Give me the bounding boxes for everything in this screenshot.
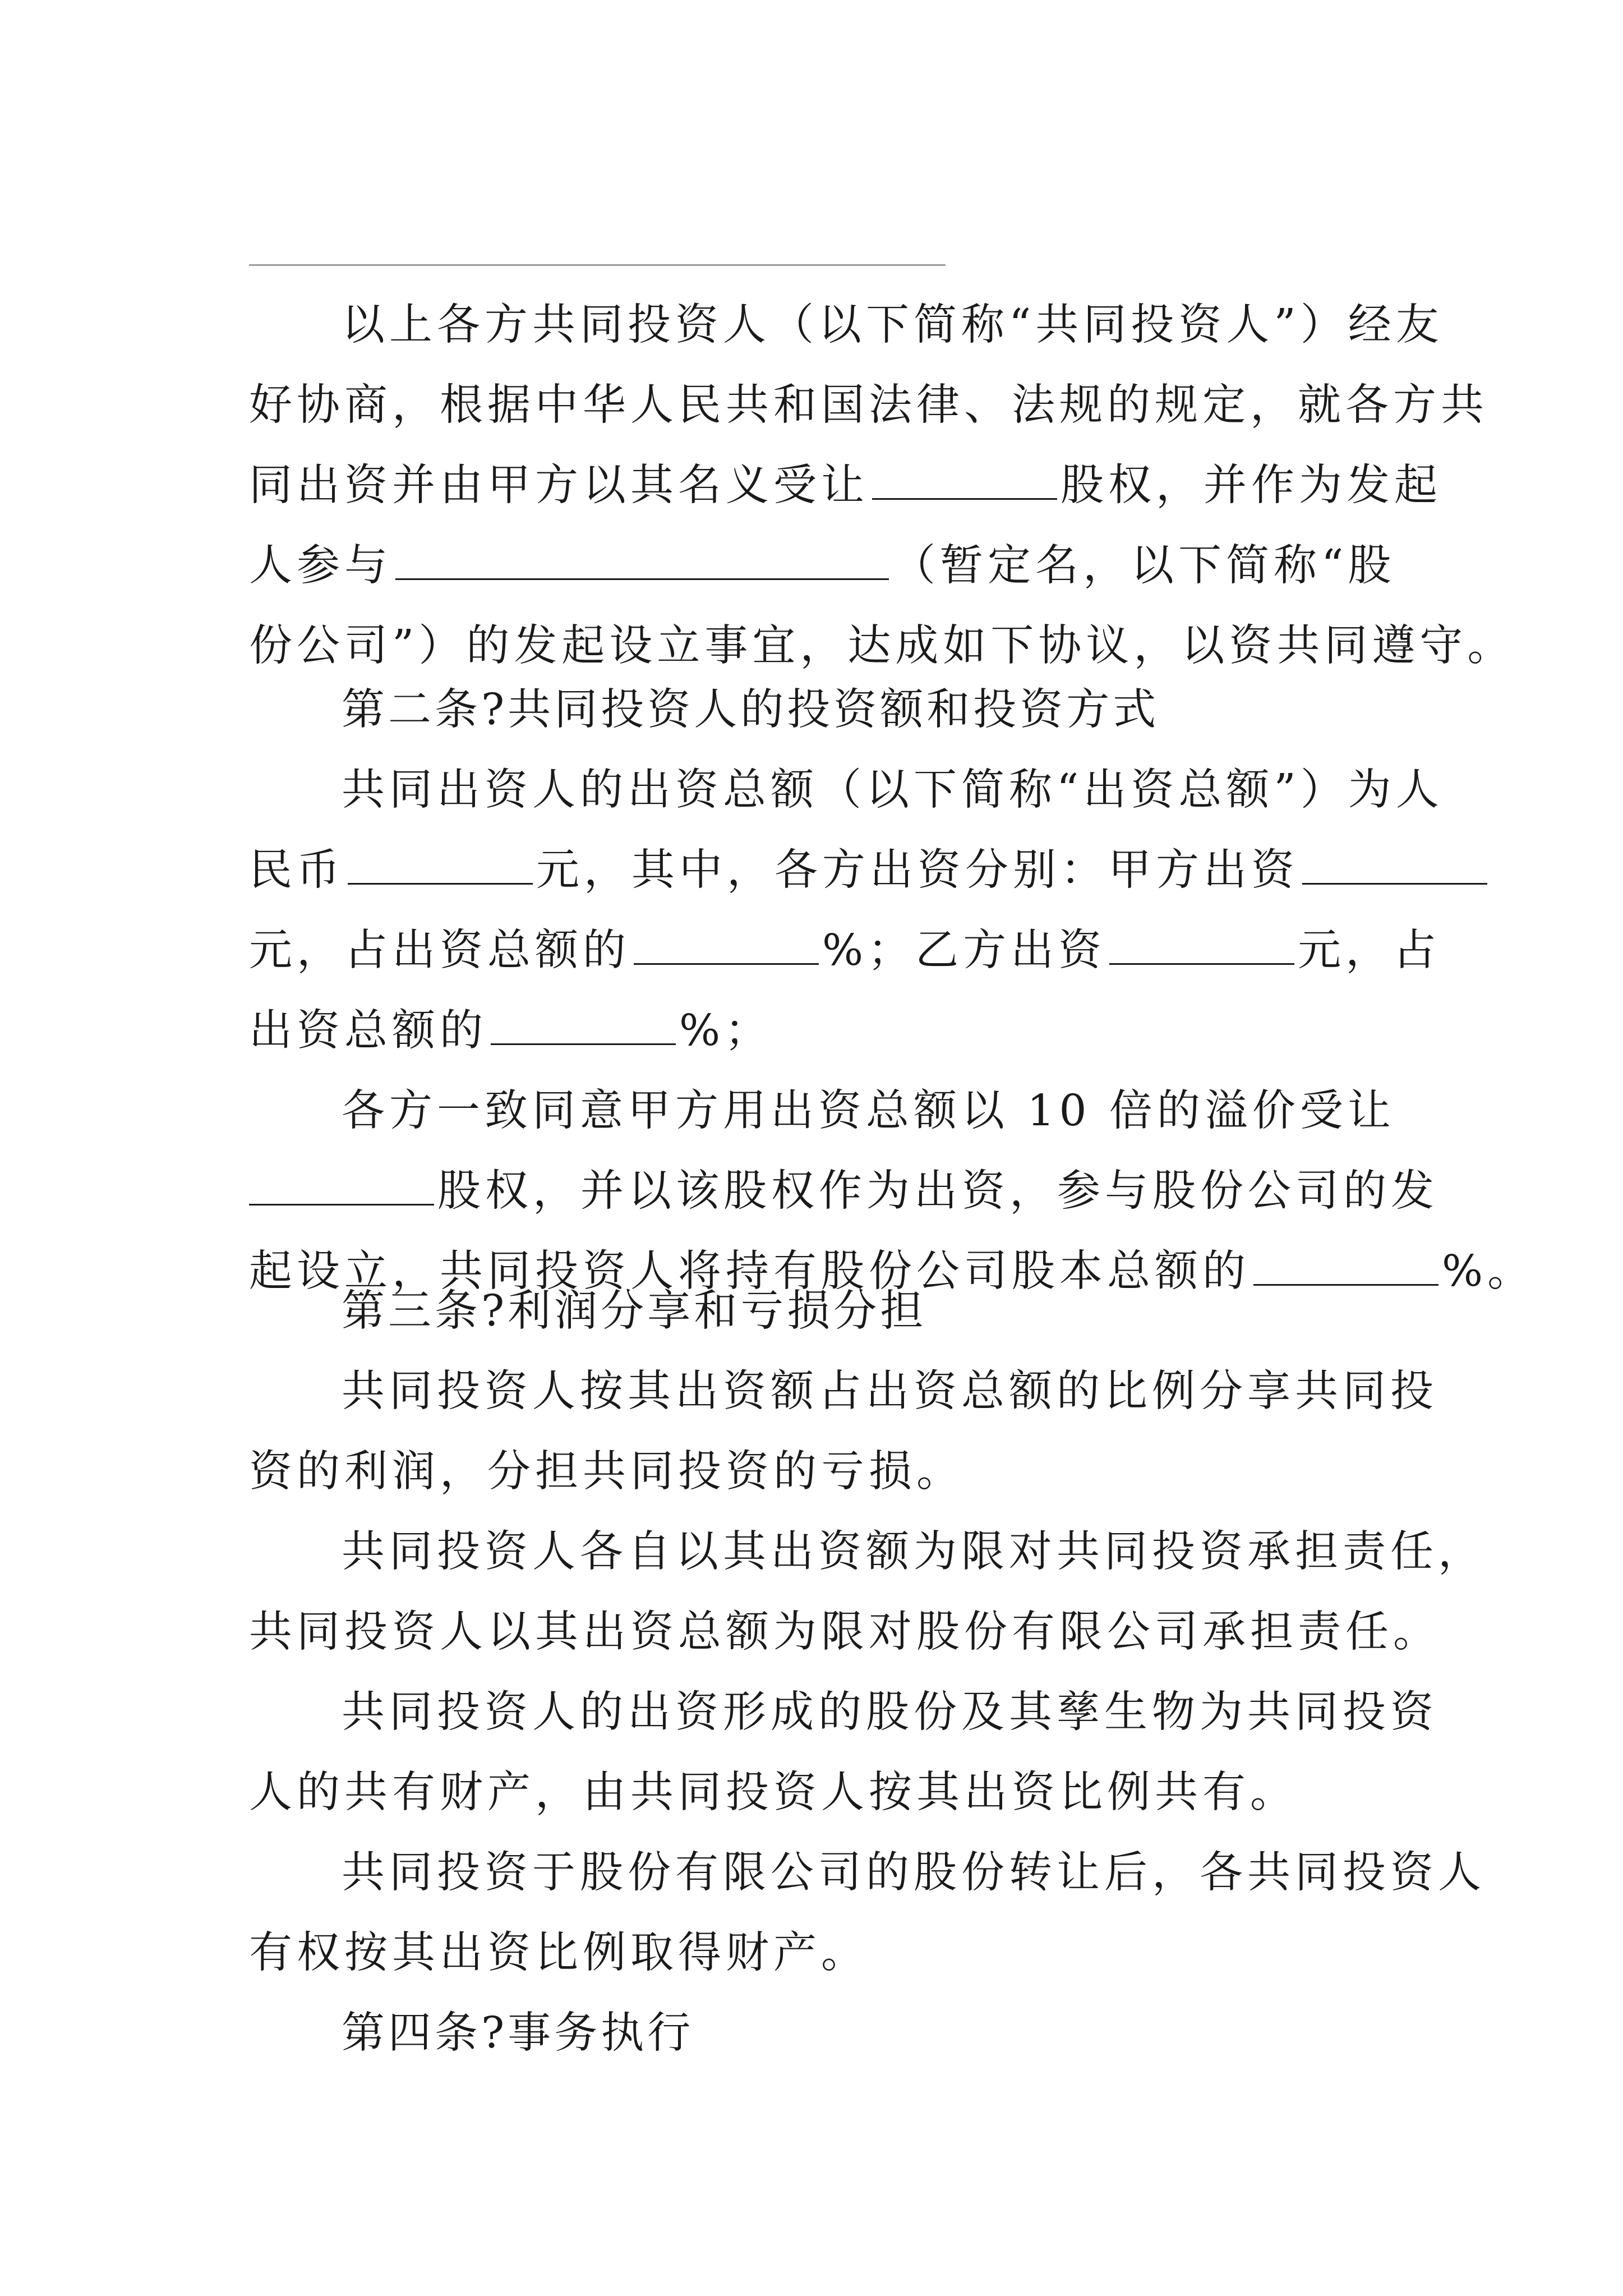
fill-blank bbox=[395, 545, 889, 580]
article-3-paragraph-4 bbox=[249, 1833, 1486, 1993]
text-line: 同出资并由甲方以其名义受让 股权，并作为发起 bbox=[249, 461, 1442, 510]
text-line: 共同投资人的出资形成的股份及其孳生物为共同投资 bbox=[342, 1687, 1438, 1737]
text-line: 份公司”）的发起设立事宜，达成如下协议，以资共同遵守。 bbox=[249, 621, 1515, 671]
fill-blank bbox=[1109, 930, 1294, 965]
text-line: 人的共有财产，由共同投资人按其出资比例共有。 bbox=[249, 1768, 1298, 1818]
fill-blank bbox=[634, 930, 819, 965]
text-line: 共同投资人以其出资总额为限对股份有限公司承担责任。 bbox=[249, 1607, 1441, 1657]
text-line: 民币 元，其中，各方出资分别：甲方出资 bbox=[249, 830, 1379, 910]
article-3-heading: 第三条?利润分享和亏损分担 bbox=[342, 1286, 927, 1336]
article-3-paragraph-3 bbox=[249, 1672, 1438, 1833]
fill-blank bbox=[348, 849, 533, 885]
fill-blank bbox=[1302, 849, 1487, 885]
fill-blank bbox=[491, 1010, 676, 1045]
text-line: 共同投资人按其出资额占出资总额的比例分享共同投 bbox=[342, 1366, 1438, 1416]
text-line: 共同投资于股份有限公司的股份转让后，各共同投资人 bbox=[342, 1848, 1486, 1898]
text-line: 元，占出资总额的 %；乙方出资 元，占 bbox=[249, 926, 1441, 976]
text-line: 好协商，根据中华人民共和国法律、法规的规定，就各方共 bbox=[249, 380, 1488, 430]
text-line: 以上各方共同投资人（以下简称“共同投资人”）经友 bbox=[342, 300, 1444, 350]
header-rule bbox=[249, 264, 946, 266]
text-line: 共同投资人各自以其出资额为限对共同投资承担责任， bbox=[342, 1527, 1486, 1577]
article-2-paragraph-1 bbox=[249, 750, 1444, 1071]
text-line: 起设立，共同投资人将持有股份公司股本总额的 %。 bbox=[249, 1246, 1536, 1296]
fill-blank bbox=[872, 464, 1057, 500]
text-line: 有权按其出资比例取得财产。 bbox=[249, 1928, 869, 1978]
article-3-paragraph-2 bbox=[249, 1512, 1486, 1672]
article-3-paragraph-1 bbox=[249, 1351, 1438, 1512]
text-line: 各方一致同意甲方用出资总额以 10 倍的溢价受让 bbox=[342, 1086, 1395, 1136]
fill-blank bbox=[1253, 1250, 1438, 1286]
article-2-heading: 第二条?共同投资人的投资额和投资方式 bbox=[342, 685, 1160, 735]
text-line: 资的利润，分担共同投资的亏损。 bbox=[249, 1447, 964, 1497]
text-line: 出资总额的 %； bbox=[249, 1006, 773, 1056]
article-4-heading: 第四条?事务执行 bbox=[342, 2008, 694, 2058]
fill-blank bbox=[249, 1170, 434, 1205]
text-line: 人参与 （暂定名，以下简称“股 bbox=[249, 541, 1396, 591]
text-line: 共同出资人的出资总额（以下简称“出资总额”）为人 bbox=[342, 765, 1444, 815]
intro-paragraph bbox=[249, 285, 1515, 686]
text-line: 股权，并以该股权作为出资，参与股份公司的发 bbox=[249, 1151, 1379, 1231]
